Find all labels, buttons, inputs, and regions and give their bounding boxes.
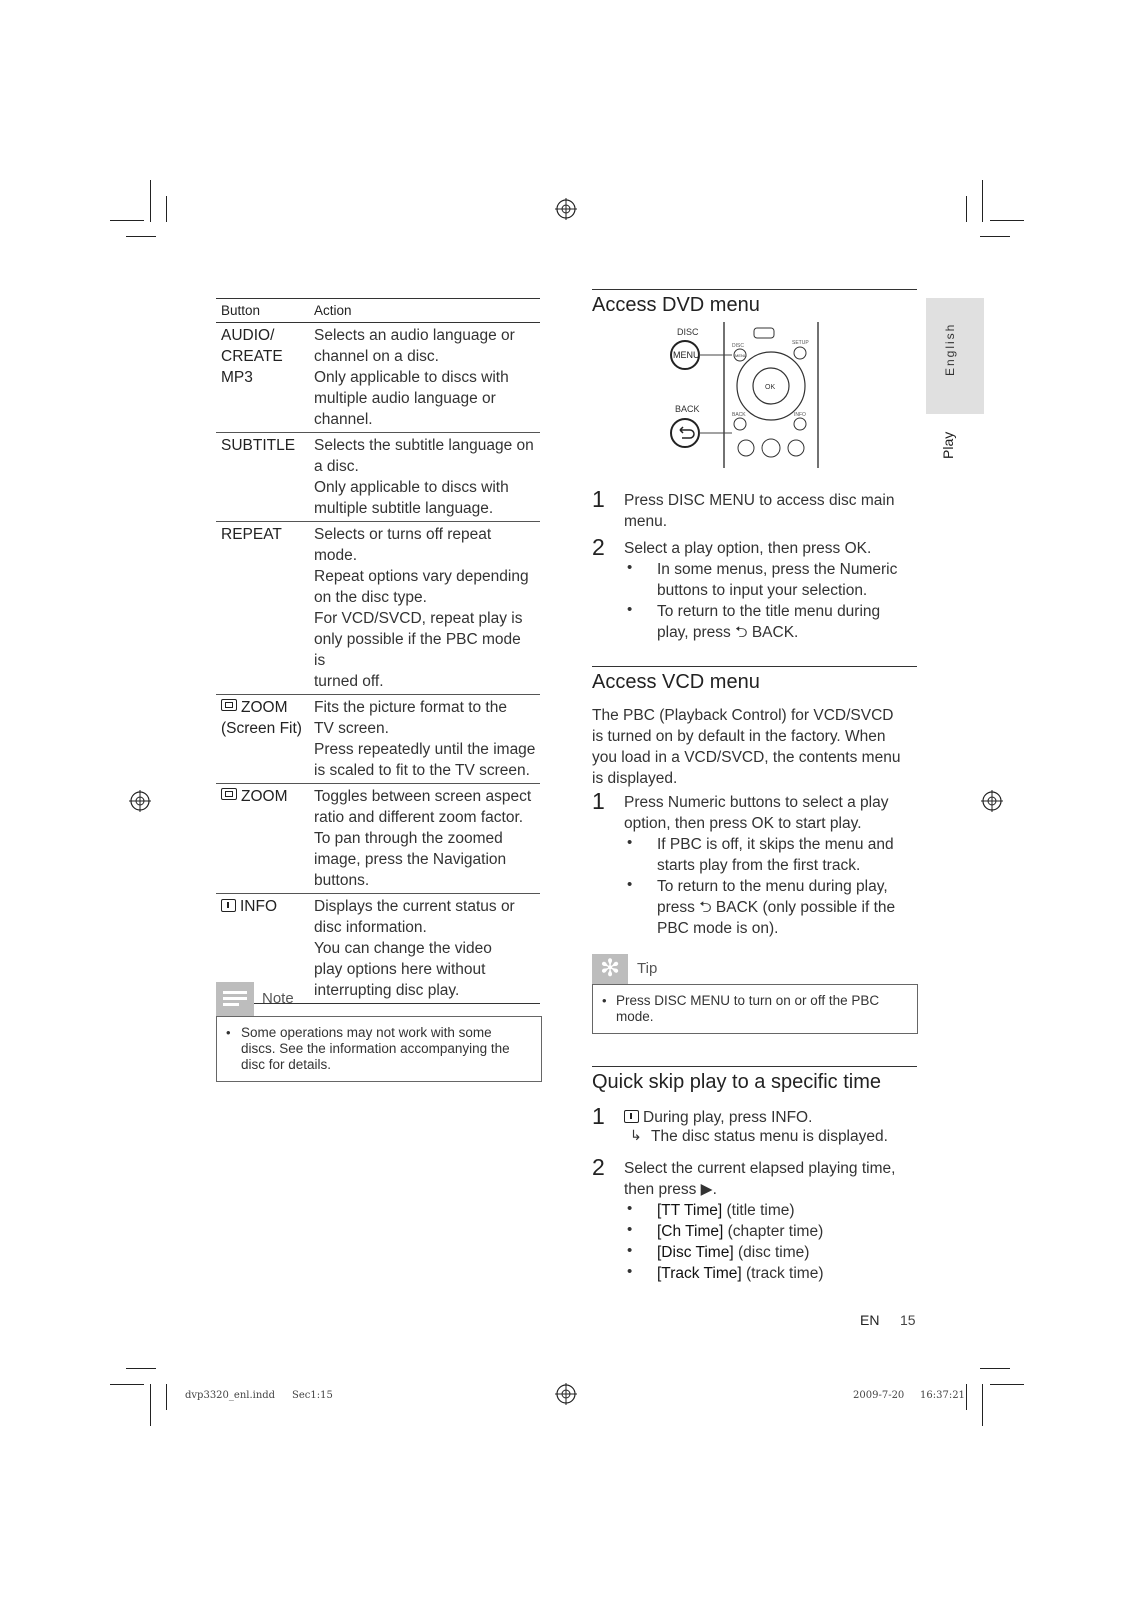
bullet-line: buttons to input your selection.	[657, 582, 868, 599]
button-name: ZOOM	[241, 788, 288, 805]
remote-small-disc-label: DISC	[732, 343, 744, 349]
action-text: Press repeatedly until the image	[314, 741, 536, 758]
remote-menu-label: MENU	[673, 350, 700, 360]
print-section: Sec1:15	[292, 1390, 333, 1401]
table-row	[216, 784, 540, 894]
section-rule	[592, 1066, 917, 1067]
bullet: •	[627, 1263, 633, 1280]
note-text: Some operations may not work with some	[241, 1025, 492, 1040]
print-file-name: dvp3320_enl.indd	[185, 1390, 276, 1401]
table-row	[216, 323, 540, 433]
bullet-line: In some menus, press the Numeric	[657, 561, 898, 578]
registration-mark	[129, 790, 151, 812]
action-text: turned off.	[314, 673, 384, 690]
action-text: multiple subtitle language.	[314, 500, 494, 517]
action-text: Selects the subtitle language on	[314, 437, 534, 454]
note-header	[216, 982, 542, 1016]
step-number: 2	[592, 1154, 605, 1180]
bullet-text	[657, 876, 927, 939]
action-cell	[309, 323, 540, 433]
step-number: 1	[592, 486, 605, 512]
option-desc: (title time)	[726, 1202, 795, 1219]
action-cell	[309, 784, 540, 894]
action-cell	[309, 433, 540, 522]
para-line: is displayed.	[592, 770, 678, 787]
step-line: Press Numeric buttons to select a play	[624, 794, 889, 811]
button-name: REPEAT	[221, 526, 282, 543]
action-text: interrupting disc play.	[314, 982, 460, 999]
note-label: Note	[262, 990, 294, 1007]
bullet-line: To return to the title menu during	[657, 603, 881, 620]
para-line: is turned on by default in the factory. When	[592, 728, 886, 745]
remote-setup-label: SETUP	[792, 340, 809, 346]
action-text: Selects an audio language or	[314, 327, 515, 344]
section-heading-dvd: Access DVD menu	[592, 294, 760, 316]
section-rule	[592, 666, 917, 667]
action-text: mode.	[314, 547, 358, 564]
vcd-paragraph	[592, 705, 917, 789]
action-text: buttons.	[314, 872, 370, 889]
step-text	[624, 490, 924, 532]
option-item	[657, 1221, 927, 1242]
bullet: •	[627, 559, 633, 576]
step-text	[624, 1158, 924, 1200]
tip-text: mode.	[616, 1009, 654, 1024]
bullet: •	[602, 993, 607, 1008]
button-action-table	[216, 298, 540, 1004]
step-line: During play, press INFO.	[643, 1109, 813, 1126]
language-label: English	[943, 322, 957, 376]
step-line: then press ▶.	[624, 1181, 717, 1198]
action-text: multiple audio language or	[314, 390, 496, 407]
action-text: ratio and different zoom factor.	[314, 809, 524, 826]
crop-mark	[966, 196, 967, 222]
action-text: You can change the video	[314, 940, 492, 957]
bullet: •	[627, 834, 633, 851]
section-heading-skip: Quick skip play to a specific time	[592, 1071, 881, 1093]
tip-text: Press DISC MENU to turn on or off the PBC	[616, 993, 880, 1008]
table-row	[216, 433, 540, 522]
table-row	[216, 695, 540, 784]
bullet-line: play, press ⮌ BACK.	[657, 624, 799, 641]
action-text: Displays the current status or	[314, 898, 515, 915]
action-text: TV screen.	[314, 720, 389, 737]
bullet-line: PBC mode is on).	[657, 920, 779, 937]
option-item	[657, 1200, 927, 1221]
option-item	[657, 1263, 927, 1284]
step-text	[624, 1107, 924, 1128]
action-cell	[309, 695, 540, 784]
button-name: CREATE	[221, 348, 283, 365]
step-line: option, then press OK to start play.	[624, 815, 862, 832]
bullet-text	[657, 559, 927, 601]
bullet: •	[627, 601, 633, 618]
remote-info-label: INFO	[794, 412, 806, 418]
registration-mark	[981, 790, 1003, 812]
para-line: you load in a VCD/SVCD, the contents menu	[592, 749, 901, 766]
remote-control-illustration	[660, 318, 830, 473]
note-text: discs. See the information accompanying the	[241, 1041, 510, 1056]
step-line: Select the current elapsed playing time,	[624, 1160, 896, 1177]
action-text: disc information.	[314, 919, 427, 936]
action-text: To pan through the zoomed	[314, 830, 503, 847]
crop-mark	[126, 1368, 156, 1369]
info-icon	[221, 899, 236, 912]
crop-mark	[990, 1384, 1024, 1385]
crop-mark	[166, 196, 167, 222]
section-rule	[592, 289, 917, 290]
option-desc: (disc time)	[737, 1244, 810, 1261]
tip-icon: ✻	[592, 954, 628, 984]
note-box	[216, 1016, 542, 1082]
bullet: •	[627, 876, 633, 893]
info-icon	[624, 1110, 639, 1123]
button-name: (Screen Fit)	[221, 720, 302, 737]
step-number: 1	[592, 1103, 605, 1129]
action-text: channel on a disc.	[314, 348, 439, 365]
option-key: [Track Time]	[657, 1265, 742, 1282]
button-name: ZOOM	[241, 699, 288, 716]
table-header-action: Action	[309, 299, 540, 323]
result-text: The disc status menu is displayed.	[651, 1128, 888, 1145]
print-time: 16:37:21	[920, 1390, 965, 1401]
step-text: Select a play option, then press OK.	[624, 540, 872, 557]
step-line: Press DISC MENU to access disc main	[624, 492, 895, 509]
action-cell	[309, 522, 540, 695]
step-line: menu.	[624, 513, 668, 530]
button-cell	[216, 323, 309, 433]
crop-mark	[980, 1368, 1010, 1369]
action-text: image, press the Navigation	[314, 851, 507, 868]
bullet: •	[627, 1242, 633, 1259]
result-arrow-icon: ↳	[630, 1127, 642, 1143]
action-text: play options here without	[314, 961, 486, 978]
crop-mark	[110, 220, 144, 221]
action-text: Toggles between screen aspect	[314, 788, 532, 805]
step-text	[624, 792, 924, 834]
bullet-line: press ⮌ BACK (only possible if the	[657, 899, 896, 916]
action-text: Only applicable to discs with	[314, 369, 509, 386]
page-language: EN	[860, 1312, 880, 1328]
action-text: channel.	[314, 411, 373, 428]
action-text: is scaled to fit to the TV screen.	[314, 762, 530, 779]
section-label: Play	[940, 431, 956, 459]
option-key: [TT Time]	[657, 1202, 723, 1219]
step-number: 1	[592, 788, 605, 814]
print-date: 2009-7-20	[853, 1390, 905, 1401]
remote-disc-label: DISC	[677, 327, 699, 337]
option-desc: (chapter time)	[727, 1223, 824, 1240]
option-key: [Ch Time]	[657, 1223, 724, 1240]
note-icon	[216, 982, 254, 1016]
bullet-text	[657, 834, 927, 876]
button-name: SUBTITLE	[221, 437, 296, 454]
bullet-line: starts play from the first track.	[657, 857, 861, 874]
crop-mark	[166, 1384, 167, 1410]
note-text: disc for details.	[241, 1057, 332, 1072]
crop-mark	[110, 1384, 144, 1385]
remote-back-label: BACK	[675, 404, 700, 414]
tip-label: Tip	[637, 960, 658, 977]
remote-ok-label: OK	[765, 384, 776, 391]
button-name: INFO	[240, 898, 278, 915]
registration-mark	[555, 198, 577, 220]
action-text: Selects or turns off repeat	[314, 526, 492, 543]
bullet: •	[627, 1221, 633, 1238]
para-line: The PBC (Playback Control) for VCD/SVCD	[592, 707, 894, 724]
action-text: on the disc type.	[314, 589, 427, 606]
button-name: MP3	[221, 369, 253, 386]
crop-mark	[980, 236, 1010, 237]
bullet: •	[627, 1200, 633, 1217]
bullet-line: If PBC is off, it skips the menu and	[657, 836, 894, 853]
option-desc: (track time)	[746, 1265, 824, 1282]
option-key: [Disc Time]	[657, 1244, 734, 1261]
table-row	[216, 522, 540, 695]
button-name: AUDIO/	[221, 327, 275, 344]
zoom-icon	[221, 699, 237, 711]
crop-mark	[982, 180, 983, 222]
button-cell	[216, 784, 309, 894]
button-cell	[216, 433, 309, 522]
crop-mark	[126, 236, 156, 237]
action-text: Fits the picture format to the	[314, 699, 507, 716]
table-header-button: Button	[216, 299, 309, 323]
bullet-text	[657, 601, 927, 643]
crop-mark	[150, 1384, 151, 1426]
button-cell	[216, 695, 309, 784]
tip-box	[592, 984, 918, 1034]
remote-small-back-label: BACK	[732, 412, 746, 418]
action-text: Only applicable to discs with	[314, 479, 509, 496]
section-heading-vcd: Access VCD menu	[592, 671, 760, 693]
page-number: 15	[900, 1312, 916, 1328]
action-text: For VCD/SVCD, repeat play is	[314, 610, 523, 627]
action-text: only possible if the PBC mode is	[314, 631, 521, 669]
crop-mark	[150, 180, 151, 222]
button-cell	[216, 522, 309, 695]
crop-mark	[982, 1384, 983, 1426]
bullet: •	[226, 1025, 231, 1040]
bullet-line: To return to the menu during play,	[657, 878, 888, 895]
zoom-icon	[221, 788, 237, 800]
action-text: Repeat options vary depending	[314, 568, 529, 585]
step-number: 2	[592, 534, 605, 560]
crop-mark	[966, 1384, 967, 1410]
registration-mark	[555, 1383, 577, 1405]
option-item	[657, 1242, 927, 1263]
remote-small-menu-label: MENU	[735, 353, 747, 358]
action-text: a disc.	[314, 458, 359, 475]
crop-mark	[990, 220, 1024, 221]
table-header-row	[216, 299, 540, 323]
